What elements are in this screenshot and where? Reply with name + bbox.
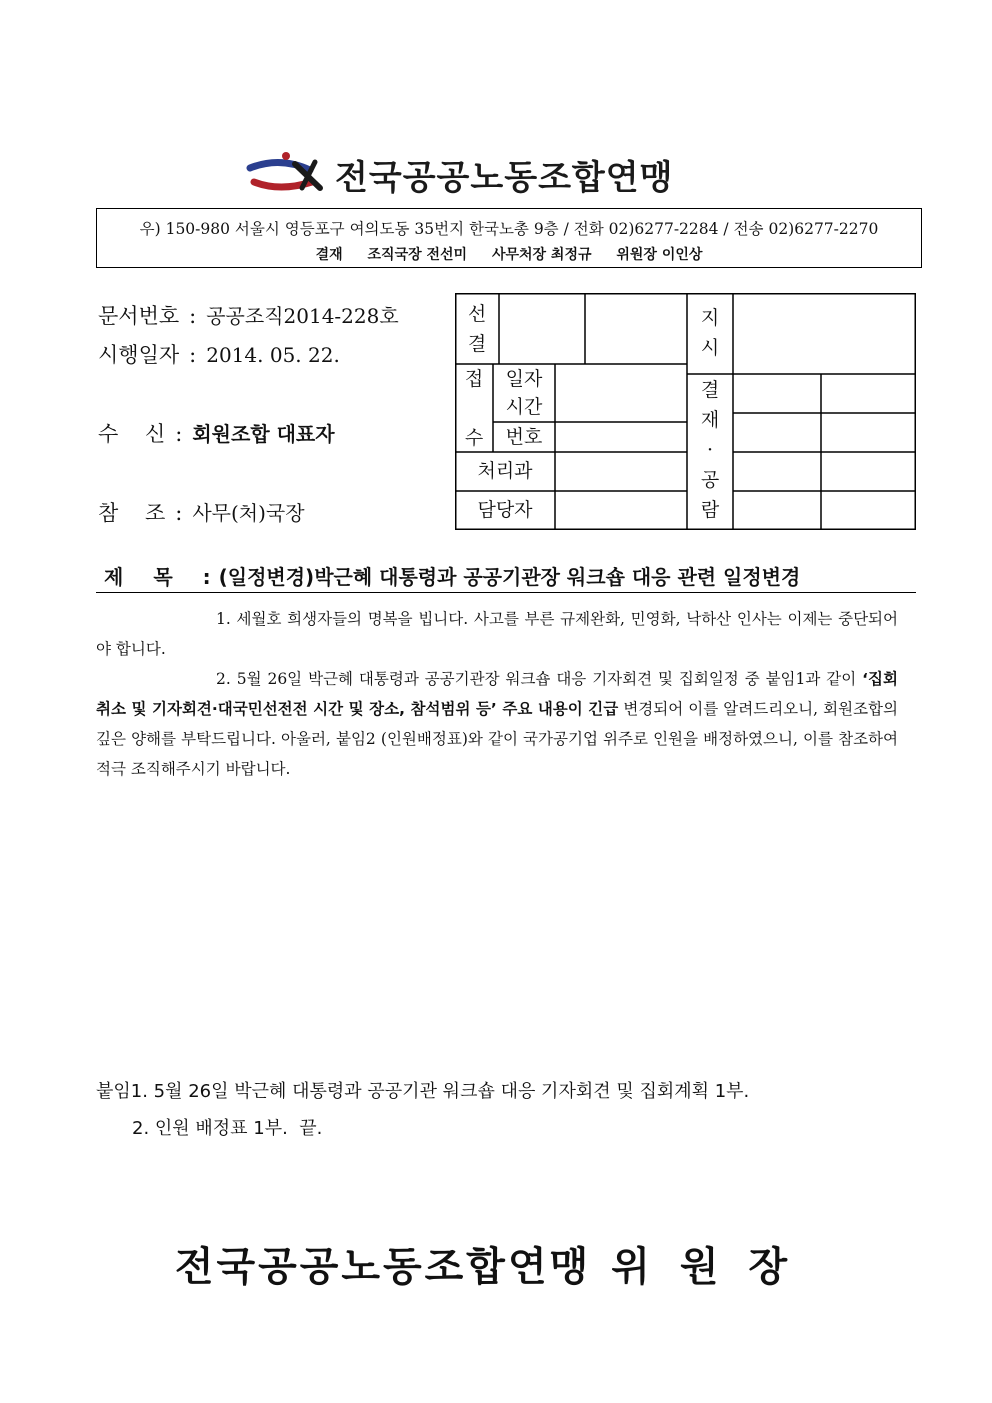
cell-ram: 람 xyxy=(700,499,720,521)
paragraph-2-pre: 2. 5월 26일 박근혜 대통령과 공공기관장 워크숍 대응 기자회견 및 집회일정 중 붙임1과 같이 xyxy=(216,670,863,688)
paragraph-2 xyxy=(96,664,898,784)
address-line: 우) 150-980 서울시 영등포구 여의도동 35번지 한국노총 9층 / 전화 02)6277-2284 / 전송 02)6277-2270 xyxy=(139,220,879,238)
cell-cheorigwa: 처리과 xyxy=(477,460,533,482)
attachment-2: 2. 인원 배정표 1부. 끝. xyxy=(132,1118,323,1139)
cell-gyeol: 결 xyxy=(467,333,487,355)
subject-row xyxy=(104,561,800,590)
doc-number-value: 공공조직2014-228호 xyxy=(206,304,399,328)
doc-date-row xyxy=(98,339,340,369)
approval-line xyxy=(97,244,921,264)
body-text xyxy=(96,604,898,784)
approver-3: 위원장 이인상 xyxy=(616,247,703,263)
paragraph-2-bold: ‘집회 취소 및 기자회견·대국민선전전 시간 및 장소, 참석범위 등’ 주요 내용이 긴급 xyxy=(96,670,898,718)
cell-su: 수 xyxy=(464,427,484,449)
org-logo-icon xyxy=(240,148,335,198)
doc-number-row xyxy=(98,300,399,330)
signature-title: 위원장 xyxy=(611,1244,818,1290)
colon: : xyxy=(189,304,197,328)
reference-value: 사무(처)국장 xyxy=(192,501,305,525)
cell-jeop: 접 xyxy=(464,368,484,390)
subject-label: 제목 xyxy=(104,565,203,589)
signature-org: 전국공공노동조합연맹 xyxy=(174,1244,592,1290)
recipient-value: 회원조합 대표자 xyxy=(192,422,335,446)
reference-row xyxy=(98,497,305,527)
approver-2: 사무처장 최정규 xyxy=(491,247,592,263)
cell-jae: 재 xyxy=(700,409,720,431)
doc-number-label: 문서번호 xyxy=(98,304,180,328)
cell-damdangja: 담당자 xyxy=(477,499,533,521)
approval-table xyxy=(455,293,916,530)
org-logo-text: 전국공공노동조합연맹 xyxy=(335,158,674,198)
cell-dot: · xyxy=(706,439,714,461)
colon: : xyxy=(175,422,183,446)
cell-sigan: 시간 xyxy=(505,396,543,418)
cell-gyeol-2: 결 xyxy=(700,379,720,401)
recipient-label: 수 신 xyxy=(98,422,166,446)
paragraph-1: 1. 세월호 희생자들의 명복을 빕니다. 사고를 부른 규제완화, 민영화, 낙하산 인사는 이제는 중단되어야 합니다. xyxy=(96,610,898,658)
recipient-row xyxy=(98,418,335,448)
approval-prefix: 결재 xyxy=(315,247,343,263)
approver-1: 조직국장 전선미 xyxy=(367,247,468,263)
cell-beonho: 번호 xyxy=(505,426,543,448)
address-box xyxy=(96,208,922,268)
cell-gong: 공 xyxy=(700,469,720,491)
date-label: 시행일자 xyxy=(98,343,180,367)
date-value: 2014. 05. 22. xyxy=(206,343,340,367)
subject-divider xyxy=(96,592,916,593)
paragraph-2-post: 변경되어 이를 알려드리오니, 회원조합의 깊은 양해를 부탁드립니다. 아울러, 붙임2 (인원배정표)와 같이 국가공기업 위주로 인원을 배정하였으니, 이를 참조하여 적극 조직해주시기 바랍니다. xyxy=(96,700,898,778)
subject-text: (일정변경)박근혜 대통령과 공공기관장 워크숍 대응 관련 일정변경 xyxy=(218,565,801,589)
cell-seon: 선 xyxy=(467,303,487,325)
colon: : xyxy=(175,501,183,525)
reference-label: 참 조 xyxy=(98,501,166,525)
cell-ji: 지 xyxy=(700,307,720,329)
cell-ilja: 일자 xyxy=(505,368,543,390)
signature xyxy=(0,1235,992,1292)
colon: : xyxy=(189,343,197,367)
colon: : xyxy=(202,565,211,589)
attachment-1: 붙임1. 5월 26일 박근혜 대통령과 공공기관 워크숍 대응 기자회견 및 집회계획 1부. xyxy=(96,1081,750,1102)
cell-si: 시 xyxy=(700,337,720,359)
